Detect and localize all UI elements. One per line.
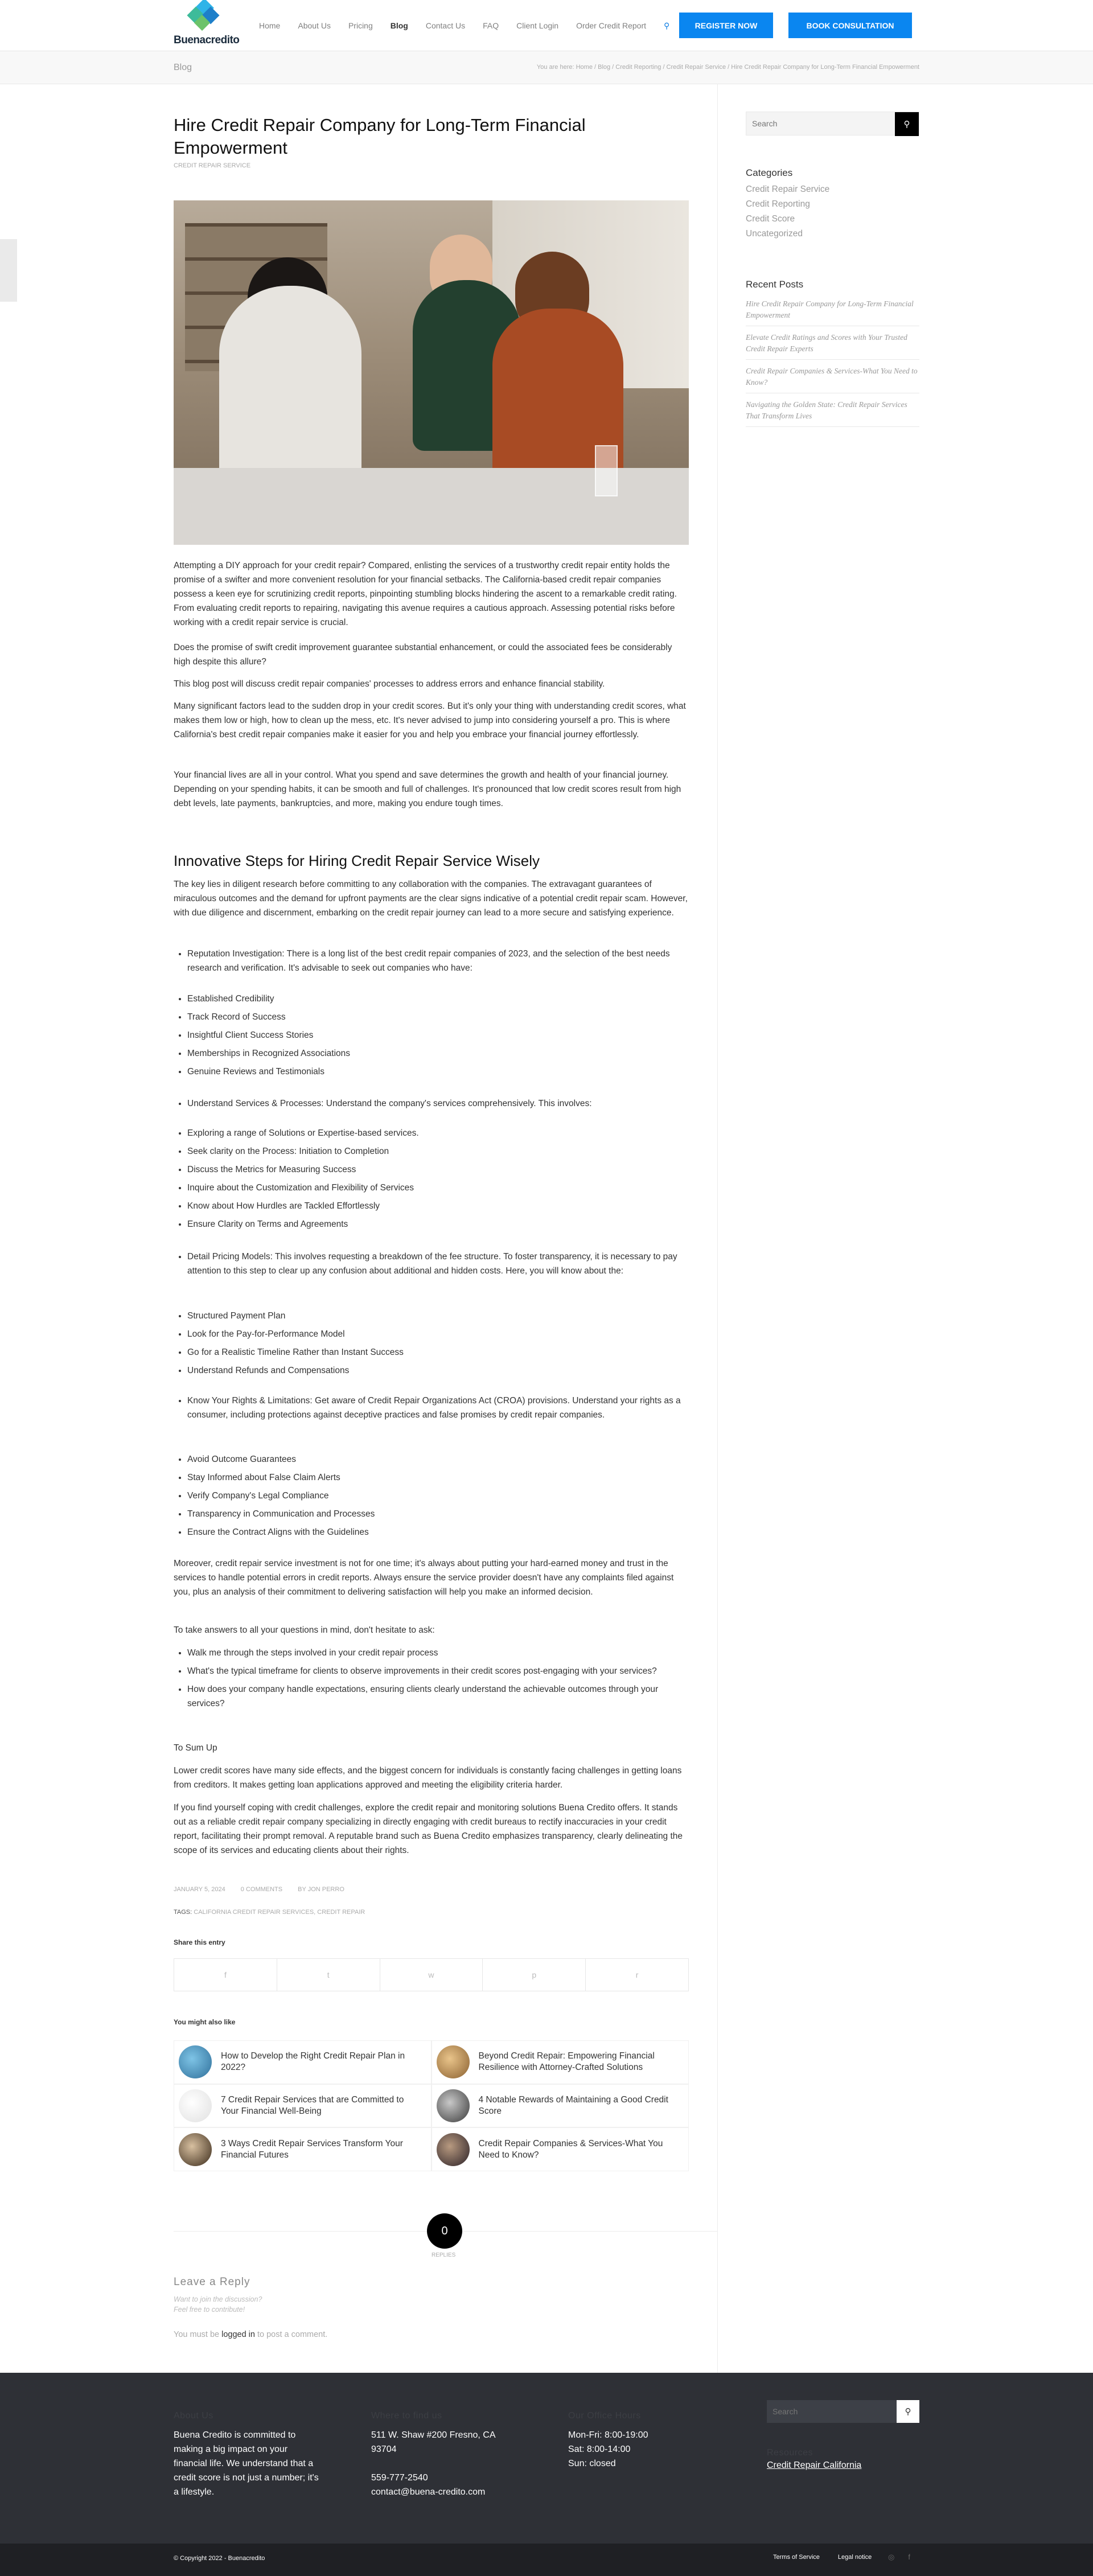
intro-paragraph-2: Does the promise of swift credit improvement guarantee substantial enhancement, or could the associated fees be considerably high despite this allure? xyxy=(174,643,672,667)
recent-posts-title: Recent Posts xyxy=(746,279,804,290)
facebook-icon[interactable]: f xyxy=(174,1959,277,1991)
sidebar-search-input[interactable] xyxy=(746,112,895,135)
search-icon[interactable]: ⚲ xyxy=(895,112,919,136)
post-meta xyxy=(174,1886,358,1893)
footer xyxy=(0,2373,1093,2544)
leave-reply-title: Leave a Reply xyxy=(174,2276,250,2288)
list-item: Established Credibility xyxy=(174,992,689,1006)
post-date: JANUARY 5, 2024 xyxy=(174,1886,225,1893)
related-post[interactable] xyxy=(174,2084,432,2128)
moreover-paragraph: Moreover, credit repair service investment is not for one time; it's always about putting your hard-earned money and trust in the services to handle potential errors in credit reports. Always ensure the service provider doesn't have any complaints filed against you, plus an analysis of their commitment to delivering satisfaction will help you make an informed decision. xyxy=(174,1559,674,1597)
pinterest-icon[interactable]: p xyxy=(483,1959,586,1991)
related-title: You might also like xyxy=(174,2018,236,2026)
footer-hours xyxy=(568,2411,716,2471)
intro-paragraph-1: Attempting a DIY approach for your credit repair? Compared, enlisting the services of a trustworthy credit repair entity holds the promise of a swifter and more convenient resolution for your financial setbacks. The California-based credit repair companies possess a keen eye for scrutinizing credit reports, pinpointing stumbling blocks hindering the ascent to a remarkable credit rating. From evaluating credit reports to repairing, navigating this avenue requires a cautious approach. Assessing potential risks before working with a credit repair service is crucial. xyxy=(174,561,677,627)
leave-reply-sub-1: Want to join the discussion? xyxy=(174,2295,262,2303)
main-nav xyxy=(259,0,690,51)
intro-paragraph-5: Your financial lives are all in your control. What you spend and save determines the growth and health of your financial journey. Depending on your spending habits, it can be smooth and full of challenges. It's pronounced that low credit scores result from high debt levels, late payments, bankruptcies, and more, making you endure tough times. xyxy=(174,770,681,808)
footer-hours-3: Sun: closed xyxy=(568,2459,616,2468)
related-post-title[interactable]: How to Develop the Right Credit Repair Plan in 2022? xyxy=(221,2051,405,2073)
related-post[interactable] xyxy=(432,2084,689,2128)
login-notice xyxy=(174,2330,327,2339)
intro-paragraph-4: Many significant factors lead to the sudden drop in your credit scores. But it's only your thing with understanding credit scores, what makes them low or high, how to clean up the mess, etc. It's never advised to jump into considering yourself a pro. This is where California's best credit repair companies make it easier for you and help you embrace your financial journey effortlessly. xyxy=(174,701,686,739)
leave-reply-sub-2: Feel free to contribute! xyxy=(174,2306,245,2314)
related-post-title[interactable]: Credit Repair Companies & Services-What You Need to Know? xyxy=(478,2138,663,2160)
footer-resources xyxy=(767,2448,861,2471)
post-author[interactable]: BY JON PERRO xyxy=(298,1886,344,1893)
replies-label: REPLIES xyxy=(432,2252,456,2258)
list-item: Genuine Reviews and Testimonials xyxy=(174,1065,689,1079)
login-notice-pre: You must be xyxy=(174,2330,222,2339)
list-item: Walk me through the steps involved in your credit repair process xyxy=(174,1646,689,1660)
step-1-list xyxy=(174,992,689,1083)
footer-address: 511 W. Shaw #200 Fresno, CA 93704 xyxy=(371,2430,495,2454)
list-item: Detail Pricing Models: This involves requesting a breakdown of the fee structure. To foster transparency, it is necessary to pay attention to this step to clear up any confusion about additional and hidden costs. Here, you will know about the: xyxy=(174,1250,689,1278)
footer-hours-2: Sat: 8:00-14:00 xyxy=(568,2444,631,2454)
post-category[interactable]: CREDIT REPAIR SERVICE xyxy=(174,162,251,169)
related-thumb xyxy=(179,2133,212,2166)
title-bar xyxy=(0,51,1093,84)
login-notice-post: to post a comment. xyxy=(254,2330,328,2339)
recent-posts-list xyxy=(746,296,919,430)
logo[interactable] xyxy=(174,0,242,50)
site-header xyxy=(0,0,1093,51)
related-post-title[interactable]: 4 Notable Rewards of Maintaining a Good Credit Score xyxy=(478,2094,668,2116)
nav-faq[interactable]: FAQ xyxy=(483,21,499,30)
footer-search-input[interactable] xyxy=(767,2400,897,2423)
list-item: Track Record of Success xyxy=(174,1010,689,1024)
related-thumb xyxy=(179,2045,212,2078)
steps-intro: The key lies in diligent research before committing to any collaboration with the companies. The extravagant guarantees of miraculous outcomes and the demand for upfront payments are the clear signs indicative of a potential credit repair scam. However, with due diligence and discernment, embarking on the credit repair journey can lead to a more secure and satisfying experience. xyxy=(174,880,688,918)
recent-post-link[interactable]: Elevate Credit Ratings and Scores with Your Trusted Credit Repair Experts xyxy=(746,330,919,360)
nav-home[interactable]: Home xyxy=(259,21,281,30)
share-bar xyxy=(174,1958,689,1991)
footer-resources-title: Resources xyxy=(767,2448,813,2458)
category-link[interactable]: Credit Repair Service xyxy=(746,184,830,194)
step-1 xyxy=(174,947,689,979)
related-post-title[interactable]: Beyond Credit Repair: Empowering Financial Resilience with Attorney-Crafted Solutions xyxy=(478,2051,655,2073)
footer-where xyxy=(371,2411,519,2499)
footer-socket xyxy=(0,2544,1093,2576)
footer-resources-link[interactable]: Credit Repair California xyxy=(767,2460,862,2470)
nav-about-us[interactable]: About Us xyxy=(298,21,331,30)
category-link[interactable]: Credit Score xyxy=(746,214,795,224)
footer-about-text: Buena Credito is committed to making a big impact on your financial life. We understand that a credit score is not just a number; it's a lifestyle. xyxy=(174,2430,319,2497)
sum-up-heading: To Sum Up xyxy=(174,1743,217,1753)
breadcrumb[interactable]: You are here: Home / Blog / Credit Reporting / Credit Repair Service / Hire Credit Repair Company for Long-Term Financial Empowerment xyxy=(536,64,919,71)
list-item: Ensure the Contract Aligns with the Guidelines xyxy=(174,1525,689,1539)
recent-post-link[interactable]: Hire Credit Repair Company for Long-Term Financial Empowerment xyxy=(746,296,919,326)
categories-list xyxy=(746,182,829,241)
content-divider xyxy=(717,84,718,2373)
footer-about-title: About Us xyxy=(174,2411,213,2421)
social-icons xyxy=(888,2553,924,2562)
step-4 xyxy=(174,1394,689,1426)
list-item: Seek clarity on the Process: Initiation to Completion xyxy=(174,1144,689,1158)
step-3 xyxy=(174,1250,689,1282)
terms-link[interactable]: Terms of Service xyxy=(773,2554,820,2561)
related-post[interactable] xyxy=(432,2127,689,2171)
footer-hours-title: Our Office Hours xyxy=(568,2411,641,2421)
copyright: © Copyright 2022 - Buenacredito xyxy=(174,2555,265,2562)
tags-links[interactable]: CALIFORNIA CREDIT REPAIR SERVICES, CREDIT REPAIR xyxy=(194,1909,365,1916)
footer-links xyxy=(773,2554,890,2561)
nav-client-login[interactable]: Client Login xyxy=(516,21,559,30)
register-now-button[interactable]: REGISTER NOW xyxy=(679,13,773,38)
ask-paragraph: To take answers to all your questions in mind, don't hesitate to ask: xyxy=(174,1625,435,1635)
step-4-list xyxy=(174,1452,689,1543)
step-2 xyxy=(174,1096,689,1115)
list-item: Insightful Client Success Stories xyxy=(174,1028,689,1042)
related-thumb xyxy=(437,2133,470,2166)
post-tags xyxy=(174,1909,365,1916)
list-item: Inquire about the Customization and Flexibility of Services xyxy=(174,1181,689,1195)
recent-post-link[interactable]: Navigating the Golden State: Credit Repair Services That Transform Lives xyxy=(746,397,919,427)
list-item: Structured Payment Plan xyxy=(174,1309,689,1323)
category-link[interactable]: Credit Reporting xyxy=(746,199,810,209)
questions-list xyxy=(174,1646,689,1715)
nav-pricing[interactable]: Pricing xyxy=(348,21,373,30)
search-icon[interactable]: ⚲ xyxy=(664,20,670,30)
whatsapp-icon[interactable]: w xyxy=(380,1959,483,1991)
post-comments-link[interactable]: 0 COMMENTS xyxy=(240,1886,283,1893)
related-post-title[interactable]: 3 Ways Credit Repair Services Transform Your Financial Futures xyxy=(221,2138,403,2160)
categories-title: Categories xyxy=(746,167,793,178)
nav-order-credit-report[interactable]: Order Credit Report xyxy=(576,21,646,30)
login-link[interactable]: logged in xyxy=(221,2330,255,2339)
related-thumb xyxy=(179,2089,212,2122)
list-item: How does your company handle expectations, ensuring clients clearly understand the achievable outcomes through your services? xyxy=(174,1682,689,1711)
footer-phone[interactable]: 559-777-2540 xyxy=(371,2473,428,2483)
replies-count: 0 xyxy=(427,2213,462,2249)
related-thumb xyxy=(437,2045,470,2078)
related-post-title[interactable]: 7 Credit Repair Services that are Committed to Your Financial Well-Being xyxy=(221,2094,404,2116)
related-post[interactable] xyxy=(432,2040,689,2084)
footer-about xyxy=(174,2411,322,2499)
logo-mark-icon xyxy=(185,0,225,33)
footer-hours-1: Mon-Fri: 8:00-19:00 xyxy=(568,2430,648,2440)
list-item: Ensure Clarity on Terms and Agreements xyxy=(174,1217,689,1231)
featured-image xyxy=(174,200,689,545)
outro-paragraph-1: Lower credit scores have many side effects, and the biggest concern for individuals is constantly facing challenges in getting loans from creditors. It makes getting loan applications approved and meeting the eligibility criteria harder. xyxy=(174,1766,682,1790)
leave-reply-subtitle xyxy=(174,2294,262,2315)
related-post[interactable] xyxy=(174,2040,432,2084)
logo-wordmark: Buenacredito xyxy=(174,34,240,46)
outro-paragraph-2: If you find yourself coping with credit challenges, explore the credit repair and monitoring solutions Buena Credito offers. It stands out as a reliable credit repair company specializing in directly engaging with credit bureaus to rectify inaccuracies in your credit report, facilitating their prompt removal. A reputable brand such as Buena Credito emphasizes transparency, clearly delineating the scope of its services and educating clients about their rights. xyxy=(174,1803,683,1855)
list-item: Transparency in Communication and Processes xyxy=(174,1507,689,1521)
footer-email[interactable]: contact@buena-credito.com xyxy=(371,2487,486,2497)
list-item: Look for the Pay-for-Performance Model xyxy=(174,1327,689,1341)
footer-search xyxy=(767,2400,919,2423)
category-link[interactable]: Uncategorized xyxy=(746,229,803,239)
list-item: What's the typical timeframe for clients to observe improvements in their credit scores post-engaging with your services? xyxy=(174,1664,689,1678)
list-item: Exploring a range of Solutions or Expertise-based services. xyxy=(174,1126,689,1140)
recent-post-link[interactable]: Credit Repair Companies & Services-What You Need to Know? xyxy=(746,363,919,393)
list-item: Know Your Rights & Limitations: Get aware of Credit Repair Organizations Act (CROA) provisions. Understand your rights as a consumer, including protections against deceptive practices and false promises by credit repair companies. xyxy=(174,1394,689,1422)
section-heading: Innovative Steps for Hiring Credit Repair Service Wisely xyxy=(174,852,540,869)
nav-contact-us[interactable]: Contact Us xyxy=(425,21,466,30)
list-item: Understand Services & Processes: Understand the company's services comprehensively. This involves: xyxy=(174,1096,689,1111)
facebook-icon[interactable]: f xyxy=(908,2553,910,2561)
list-item: Memberships in Recognized Associations xyxy=(174,1046,689,1061)
sidebar-search xyxy=(746,112,919,135)
twitter-icon[interactable]: t xyxy=(277,1959,380,1991)
list-item: Know about How Hurdles are Tackled Effortlessly xyxy=(174,1199,689,1213)
related-post[interactable] xyxy=(174,2127,432,2171)
legal-notice-link[interactable]: Legal notice xyxy=(837,2554,872,2561)
post-title: Hire Credit Repair Company for Long-Term Financial Empowerment xyxy=(174,115,586,158)
search-icon[interactable]: ⚲ xyxy=(897,2400,919,2423)
step-2-list xyxy=(174,1126,689,1235)
list-item: Stay Informed about False Claim Alerts xyxy=(174,1470,689,1485)
footer-where-title: Where to find us xyxy=(371,2411,442,2421)
related-thumb xyxy=(437,2089,470,2122)
side-scroll-tab[interactable] xyxy=(0,239,17,302)
list-item: Avoid Outcome Guarantees xyxy=(174,1452,689,1466)
page-title[interactable]: Blog xyxy=(174,63,192,72)
step-3-list xyxy=(174,1309,689,1382)
list-item: Reputation Investigation: There is a long list of the best credit repair companies of 2023, and the selection of the best needs research and verification. It's advisable to seek out companies who have: xyxy=(174,947,689,975)
list-item: Understand Refunds and Compensations xyxy=(174,1363,689,1378)
nav-blog[interactable]: Blog xyxy=(390,21,408,30)
related-posts xyxy=(174,2040,689,2171)
list-item: Discuss the Metrics for Measuring Success xyxy=(174,1162,689,1177)
reddit-icon[interactable]: r xyxy=(635,1970,639,1979)
instagram-icon[interactable]: ◎ xyxy=(888,2553,895,2561)
tags-label: TAGS: xyxy=(174,1909,192,1916)
list-item: Go for a Realistic Timeline Rather than Instant Success xyxy=(174,1345,689,1359)
share-title: Share this entry xyxy=(174,1938,225,1946)
list-item: Verify Company's Legal Compliance xyxy=(174,1489,689,1503)
book-consultation-button[interactable]: BOOK CONSULTATION xyxy=(788,13,912,38)
intro-paragraph-3: This blog post will discuss credit repair companies' processes to address errors and enhance financial stability. xyxy=(174,679,605,689)
